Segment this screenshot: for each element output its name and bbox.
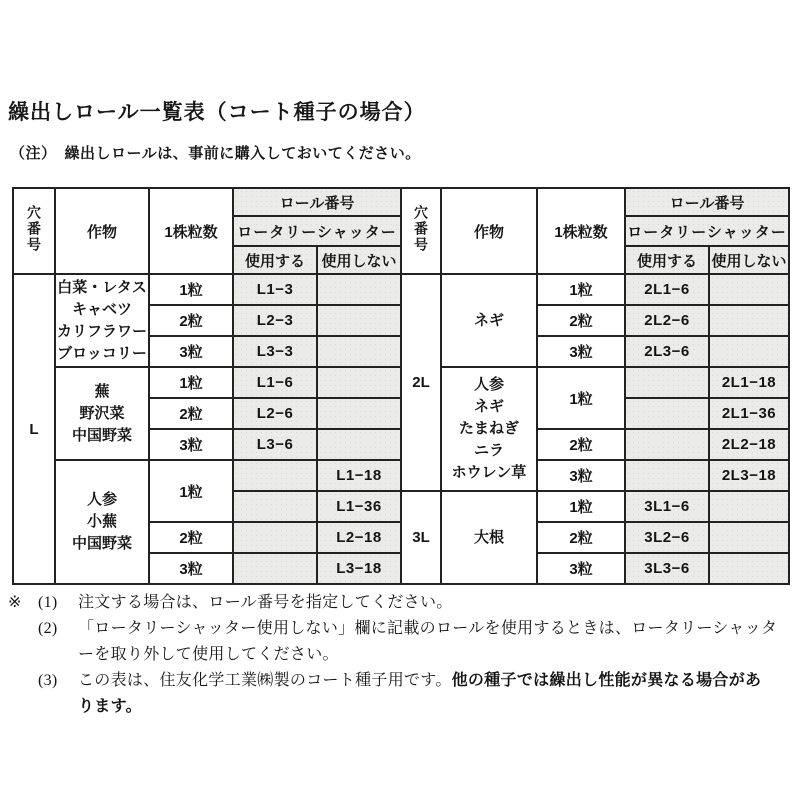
crop-cell: ネギ [441, 274, 537, 367]
roll-number-header-cell: ロール番号 [233, 188, 401, 216]
grains-cell: 2粒 [149, 398, 233, 429]
empty-roll-cell [233, 460, 317, 491]
roll-use-cell: 3L2−6 [625, 522, 709, 553]
footnote-number: (3) [38, 672, 58, 689]
footnote-number: (1) [38, 594, 58, 611]
hole-cell-2L: 2L [401, 274, 441, 491]
footnotes [8, 590, 794, 720]
roll-number-header-cell: ロール番号 [625, 188, 789, 216]
grains-cell: 3粒 [149, 429, 233, 460]
roll-table-left [12, 187, 402, 585]
empty-roll-cell [709, 522, 789, 553]
footnote-3 [8, 668, 794, 720]
roll-use-cell: L1−3 [233, 274, 317, 305]
grains-cell: 1粒 [149, 367, 233, 398]
empty-roll-cell [625, 398, 709, 429]
roll-use-cell: 3L3−6 [625, 553, 709, 584]
empty-roll-cell [233, 553, 317, 584]
roll-table-right [400, 187, 790, 585]
roll-notuse-cell: L2−18 [317, 522, 401, 553]
crop-cell: 人参 ネギ たまねぎ ニラ ホウレン草 [441, 367, 537, 491]
roll-notuse-cell: 2L1−18 [709, 367, 789, 398]
footnote-text: 「ロータリーシャッター使用しない」欄に記載のロールを使用するときは、ロータリーシャッタ ーを取り外して使用してください。 [78, 620, 778, 663]
footnote-number: (2) [38, 620, 58, 637]
hole-number-header-label: 穴番号 [413, 205, 429, 253]
crop-cell: 大根 [441, 491, 537, 584]
grains-cell: 2粒 [149, 522, 233, 553]
empty-roll-cell [317, 398, 401, 429]
grains-cell: 2粒 [537, 429, 625, 460]
roll-notuse-cell: 2L3−18 [709, 460, 789, 491]
grains-cell: 2粒 [537, 522, 625, 553]
empty-roll-cell [625, 367, 709, 398]
rotary-shutter-header-cell: ロータリーシャッター [233, 216, 401, 246]
roll-notuse-cell: 2L2−18 [709, 429, 789, 460]
grains-cell: 3粒 [149, 553, 233, 584]
hole-cell-L: L [13, 274, 55, 584]
purchase-note: （注） 繰出しロールは、事前に購入しておいてください。 [10, 145, 421, 162]
roll-use-cell: L3−6 [233, 429, 317, 460]
use-header-cell: 使用する [625, 246, 709, 274]
empty-roll-cell [233, 522, 317, 553]
grains-cell: 1粒 [537, 274, 625, 305]
footnote-1 [8, 590, 794, 616]
document-title: 繰出しロール一覧表（コート種子の場合） [8, 101, 426, 124]
not-use-header-cell: 使用しない [709, 246, 789, 274]
hole-number-header-cell [401, 188, 441, 274]
roll-notuse-cell: 2L1−36 [709, 398, 789, 429]
empty-roll-cell [709, 336, 789, 367]
grains-cell: 3粒 [537, 336, 625, 367]
crop-header-cell: 作物 [441, 188, 537, 274]
empty-roll-cell [317, 429, 401, 460]
grains-cell: 1粒 [537, 367, 625, 429]
empty-roll-cell [317, 367, 401, 398]
empty-roll-cell [317, 305, 401, 336]
use-header-cell: 使用する [233, 246, 317, 274]
reference-mark: ※ [8, 594, 22, 611]
grains-cell: 3粒 [149, 336, 233, 367]
roll-use-cell: L2−3 [233, 305, 317, 336]
not-use-header-cell: 使用しない [317, 246, 401, 274]
footnote-2 [8, 616, 794, 668]
roll-use-cell: 3L1−6 [625, 491, 709, 522]
empty-roll-cell [625, 460, 709, 491]
grains-cell: 1粒 [149, 274, 233, 305]
grains-cell: 3粒 [537, 553, 625, 584]
empty-roll-cell [625, 429, 709, 460]
roll-use-cell: 2L1−6 [625, 274, 709, 305]
empty-roll-cell [317, 336, 401, 367]
grains-cell: 1粒 [149, 460, 233, 522]
hole-number-header-label: 穴番号 [26, 205, 42, 253]
empty-roll-cell [709, 553, 789, 584]
footnote-text: 注文する場合は、ロール番号を指定してください。 [78, 594, 453, 611]
roll-use-cell: L2−6 [233, 398, 317, 429]
roll-notuse-cell: L1−18 [317, 460, 401, 491]
grains-cell: 2粒 [537, 305, 625, 336]
roll-notuse-cell: L3−18 [317, 553, 401, 584]
empty-roll-cell [709, 491, 789, 522]
roll-use-cell: L3−3 [233, 336, 317, 367]
footnote-text: この表は、住友化学工業㈱製のコート種子用です。他の種子では繰出し性能が異なる場合があ ります。 [78, 672, 762, 715]
grains-cell: 3粒 [537, 460, 625, 491]
rotary-shutter-header-cell: ロータリーシャッター [625, 216, 789, 246]
crop-cell: 蕪 野沢菜 中国野菜 [55, 367, 149, 460]
hole-number-header-cell [13, 188, 55, 274]
crop-header-cell: 作物 [55, 188, 149, 274]
grains-cell: 2粒 [149, 305, 233, 336]
roll-use-cell: 2L2−6 [625, 305, 709, 336]
crop-cell: 人参 小蕪 中国野菜 [55, 460, 149, 584]
empty-roll-cell [317, 274, 401, 305]
grains-header-cell: 1株粒数 [149, 188, 233, 274]
grains-header-cell: 1株粒数 [537, 188, 625, 274]
grains-cell: 1粒 [537, 491, 625, 522]
roll-use-cell: 2L3−6 [625, 336, 709, 367]
empty-roll-cell [709, 274, 789, 305]
roll-use-cell: L1−6 [233, 367, 317, 398]
empty-roll-cell [709, 305, 789, 336]
roll-tables [12, 187, 790, 585]
crop-cell: 白菜・レタス キャベツ カリフラワー ブロッコリー [55, 274, 149, 367]
hole-cell-3L: 3L [401, 491, 441, 584]
roll-notuse-cell: L1−36 [317, 491, 401, 522]
empty-roll-cell [233, 491, 317, 522]
